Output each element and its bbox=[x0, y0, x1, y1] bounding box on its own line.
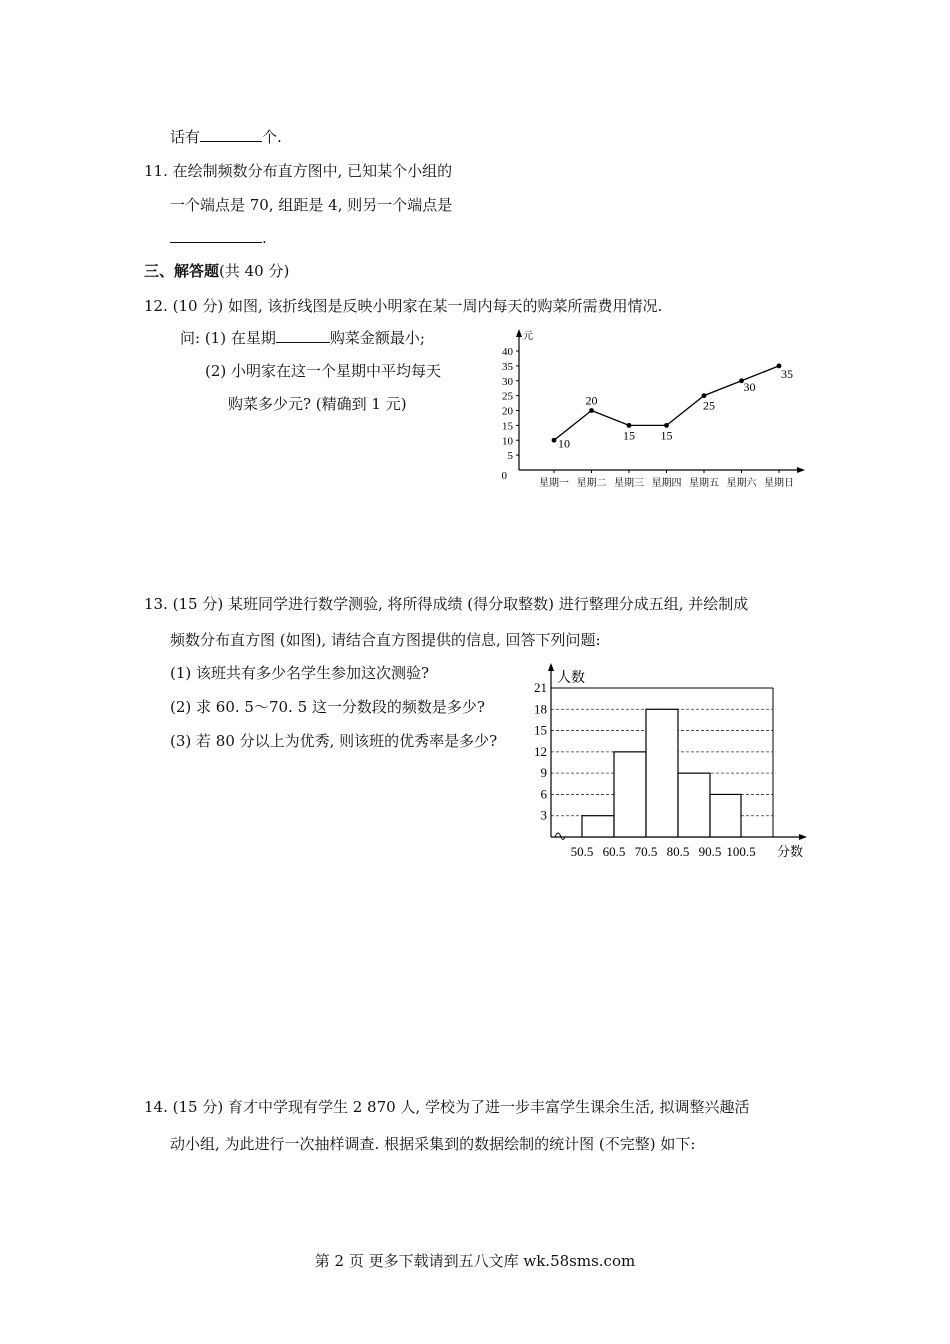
q10-text-before: 话有 bbox=[170, 128, 201, 146]
histogram-bar bbox=[646, 709, 678, 837]
q12-ask2-line2: 购菜多少元? (精确到 1 元) bbox=[228, 395, 407, 413]
section-3-points: (共 40 分) bbox=[219, 262, 290, 280]
expense-line-chart bbox=[495, 325, 815, 490]
q11-end: . bbox=[262, 229, 267, 247]
y-tick-label: 10 bbox=[502, 435, 513, 448]
data-point bbox=[627, 423, 632, 428]
histogram-bar bbox=[678, 773, 710, 837]
x-tick-label: 100.5 bbox=[726, 844, 756, 859]
data-label: 15 bbox=[660, 428, 673, 443]
x-tick-label: 星期二 bbox=[576, 478, 607, 489]
y-axis-arrow bbox=[548, 663, 554, 671]
data-point bbox=[552, 438, 557, 443]
q13-sub1: (1) 该班共有多少名学生参加这次测验? bbox=[170, 664, 430, 682]
q10-tail bbox=[170, 127, 282, 147]
y-tick-label: 5 bbox=[507, 450, 513, 463]
data-point bbox=[664, 423, 669, 428]
y-tick-label: 25 bbox=[502, 390, 513, 403]
section-3-label: 三、解答题 bbox=[144, 262, 220, 280]
q12-ask1-after: 购菜金额最小; bbox=[329, 329, 425, 347]
data-label: 10 bbox=[558, 436, 570, 451]
q13-sub2: (2) 求 60. 5～70. 5 这一分数段的频数是多少? bbox=[170, 698, 485, 716]
y-tick-label: 15 bbox=[534, 722, 547, 738]
q12-ask1-before: 问: (1) 在星期 bbox=[180, 329, 276, 347]
data-label: 30 bbox=[743, 379, 756, 394]
x-tick-label: 80.5 bbox=[666, 844, 690, 859]
histogram-bar bbox=[710, 794, 741, 837]
axis-break-mark bbox=[555, 833, 565, 840]
y-tick-label: 12 bbox=[534, 743, 547, 759]
x-tick-label: 70.5 bbox=[634, 844, 658, 859]
x-tick-label: 星期六 bbox=[726, 478, 757, 489]
y-tick-label: 21 bbox=[534, 680, 547, 695]
x-tick-label: 50.5 bbox=[570, 844, 594, 859]
q11-line1: 11. 在绘制频数分布直方图中, 已知某个小组的 bbox=[144, 162, 453, 180]
y-tick-label: 6 bbox=[540, 786, 547, 802]
q14-line1: 14. (15 分) 育才中学现有学生 2 870 人, 学校为了进一步丰富学生课余生活, 拟调整兴趣活 bbox=[144, 1098, 750, 1116]
y-tick-label: 35 bbox=[502, 360, 513, 373]
y-tick-label: 40 bbox=[502, 346, 513, 358]
q11-answer-line bbox=[170, 228, 267, 248]
data-label: 20 bbox=[585, 393, 598, 408]
x-axis-arrow bbox=[799, 834, 807, 840]
q11-line2: 一个端点是 70, 组距是 4, 则另一个端点是 bbox=[170, 196, 453, 214]
data-point bbox=[589, 408, 594, 413]
q13-stem2: 频数分布直方图 (如图), 请结合直方图提供的信息, 回答下列问题: bbox=[170, 631, 601, 649]
q13-stem1: 13. (15 分) 某班同学进行数学测验, 将所得成绩 (得分取整数) 进行整理分成五组, 并绘制成 bbox=[144, 595, 749, 613]
y-axis-arrow bbox=[516, 329, 522, 337]
x-tick-label: 星期四 bbox=[651, 478, 682, 489]
data-label: 35 bbox=[781, 366, 793, 381]
q10-answer-blank[interactable] bbox=[200, 127, 262, 142]
histogram-bar bbox=[582, 816, 614, 837]
y-tick-label: 20 bbox=[502, 405, 513, 418]
q13-sub3: (3) 若 80 分以上为优秀, 则该班的优秀率是多少? bbox=[170, 732, 498, 750]
y-tick-label: 30 bbox=[502, 375, 513, 388]
x-tick-label: 60.5 bbox=[602, 844, 626, 859]
q12-ask2-line1: (2) 小明家在这一个星期中平均每天 bbox=[205, 362, 442, 380]
y-tick-label: 15 bbox=[502, 420, 513, 433]
q11-answer-blank[interactable] bbox=[170, 228, 262, 243]
score-histogram bbox=[525, 660, 815, 860]
section-3-heading bbox=[144, 261, 289, 281]
histogram-bar bbox=[614, 752, 646, 837]
x-tick-label: 星期日 bbox=[764, 478, 794, 489]
q12-stem: 12. (10 分) 如图, 该折线图是反映小明家在某一周内每天的购菜所需费用情况. bbox=[144, 297, 663, 315]
y-axis-label: 人数 bbox=[557, 671, 585, 686]
origin-label: 0 bbox=[501, 470, 507, 482]
q14-line2: 动小组, 为此进行一次抽样调查. 根据采集到的数据绘制的统计图 (不完整) 如下: bbox=[170, 1135, 696, 1153]
x-axis-arrow bbox=[797, 467, 805, 473]
x-tick-label: 星期三 bbox=[614, 478, 644, 489]
q12-answer-blank[interactable] bbox=[276, 328, 330, 343]
q10-text-after: 个. bbox=[262, 128, 282, 146]
x-axis-label: 分数 bbox=[776, 844, 804, 859]
x-tick-label: 星期五 bbox=[689, 478, 719, 489]
data-label: 15 bbox=[623, 428, 635, 443]
y-tick-label: 18 bbox=[534, 701, 547, 717]
data-point bbox=[702, 393, 707, 398]
x-tick-label: 星期一 bbox=[539, 478, 569, 489]
page-footer: 第 2 页 更多下载请到五八文库 wk.58sms.com bbox=[314, 1252, 636, 1270]
x-tick-label: 90.5 bbox=[698, 844, 722, 859]
data-label: 25 bbox=[703, 398, 715, 413]
y-axis-label: 元 bbox=[523, 331, 533, 342]
y-tick-label: 9 bbox=[540, 765, 547, 781]
q12-ask1 bbox=[180, 328, 425, 348]
y-tick-label: 3 bbox=[540, 807, 547, 823]
